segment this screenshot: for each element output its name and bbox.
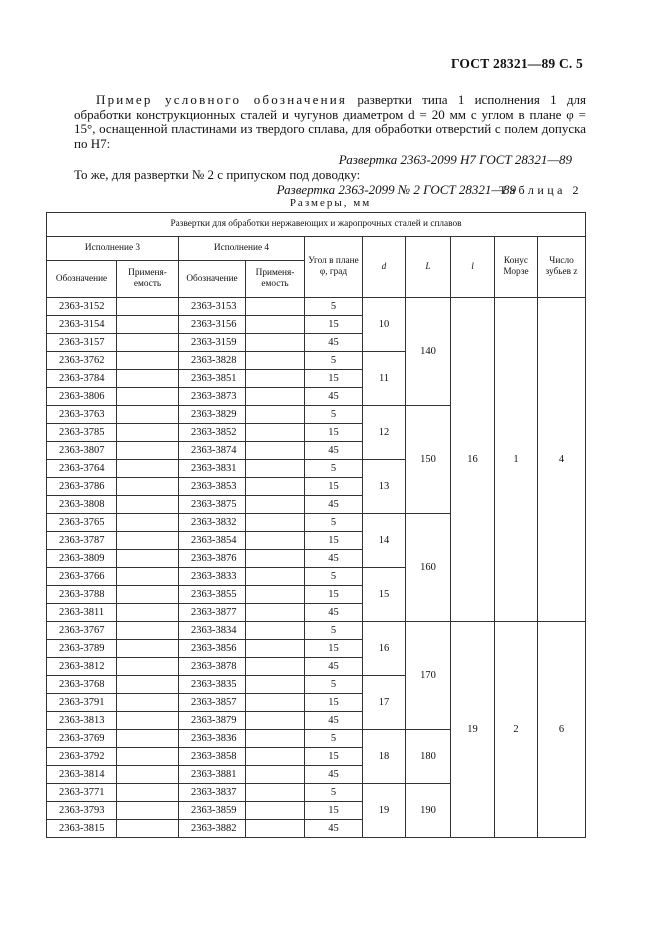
example-designation-2: Развертка 2363-2099 № 2 ГОСТ 28321—89 — [276, 181, 516, 197]
angle-cell: 15 — [305, 424, 363, 442]
header-morse: Конус Морзе — [495, 237, 538, 298]
morse-cell: 2 — [495, 622, 538, 838]
angle-cell: 15 — [305, 694, 363, 712]
primenyaemost-3-cell — [117, 352, 179, 370]
l-cell: 19 — [451, 622, 495, 838]
d-cell: 17 — [363, 676, 406, 730]
angle-cell: 45 — [305, 496, 363, 514]
L-cell: 150 — [406, 406, 451, 514]
header-ispolnenie-4: Исполнение 4 — [179, 237, 305, 261]
code-ispolnenie-3: 2363-3768 — [47, 676, 117, 694]
primenyaemost-4-cell — [246, 298, 305, 316]
code-ispolnenie-4: 2363-3837 — [179, 784, 246, 802]
primenyaemost-3-cell — [117, 370, 179, 388]
page-header: ГОСТ 28321—89 С. 5 — [450, 56, 583, 71]
primenyaemost-4-cell — [246, 424, 305, 442]
angle-cell: 5 — [305, 298, 363, 316]
angle-cell: 45 — [305, 334, 363, 352]
code-ispolnenie-3: 2363-3788 — [47, 586, 117, 604]
angle-cell: 5 — [305, 352, 363, 370]
code-ispolnenie-4: 2363-3835 — [179, 676, 246, 694]
angle-cell: 5 — [305, 460, 363, 478]
primenyaemost-3-cell — [117, 586, 179, 604]
teeth-cell: 4 — [538, 298, 586, 622]
primenyaemost-4-cell — [246, 694, 305, 712]
code-ispolnenie-4: 2363-3873 — [179, 388, 246, 406]
code-ispolnenie-3: 2363-3806 — [47, 388, 117, 406]
code-ispolnenie-3: 2363-3786 — [47, 478, 117, 496]
angle-cell: 15 — [305, 370, 363, 388]
primenyaemost-4-cell — [246, 478, 305, 496]
angle-cell: 5 — [305, 514, 363, 532]
code-ispolnenie-4: 2363-3854 — [179, 532, 246, 550]
code-ispolnenie-4: 2363-3856 — [179, 640, 246, 658]
morse-cell: 1 — [495, 298, 538, 622]
primenyaemost-3-cell — [117, 496, 179, 514]
primenyaemost-4-cell — [246, 766, 305, 784]
angle-cell: 15 — [305, 748, 363, 766]
primenyaemost-3-cell — [117, 748, 179, 766]
angle-cell: 5 — [305, 784, 363, 802]
example-description: развертки типа 1 исполнения 1 для обработки конструкционных сталей и чугунов диаметром d = 20 мм с углом в плане φ = 15°, оснащенной пластинами из твердого сплава, для обработки отверстий с полем допуска по Н7: — [74, 92, 586, 151]
angle-cell: 5 — [305, 730, 363, 748]
primenyaemost-4-cell — [246, 640, 305, 658]
example-paragraph — [74, 93, 586, 151]
angle-cell: 45 — [305, 658, 363, 676]
primenyaemost-4-cell — [246, 820, 305, 838]
primenyaemost-3-cell — [117, 442, 179, 460]
example-label: Пример условного обозначения — [96, 92, 348, 107]
table-caption: Таблица 2 — [499, 183, 582, 197]
primenyaemost-3-cell — [117, 388, 179, 406]
primenyaemost-3-cell — [117, 316, 179, 334]
d-cell: 13 — [363, 460, 406, 514]
primenyaemost-4-cell — [246, 388, 305, 406]
header-primenyaemost-4: Применя-емость — [246, 261, 305, 298]
code-ispolnenie-3: 2363-3764 — [47, 460, 117, 478]
d-cell: 12 — [363, 406, 406, 460]
L-cell: 140 — [406, 298, 451, 406]
code-ispolnenie-3: 2363-3789 — [47, 640, 117, 658]
teeth-cell: 6 — [538, 622, 586, 838]
table-main-header: Развертки для обработки нержавеющих и жаропрочных сталей и сплавов — [47, 213, 586, 237]
angle-cell: 45 — [305, 820, 363, 838]
code-ispolnenie-4: 2363-3834 — [179, 622, 246, 640]
primenyaemost-4-cell — [246, 712, 305, 730]
primenyaemost-3-cell — [117, 532, 179, 550]
header-l: l — [451, 237, 495, 298]
header-teeth: Число зубьев z — [538, 237, 586, 298]
primenyaemost-3-cell — [117, 820, 179, 838]
code-ispolnenie-4: 2363-3875 — [179, 496, 246, 514]
size-title: Размеры, мм — [289, 197, 372, 209]
primenyaemost-4-cell — [246, 586, 305, 604]
l-cell: 16 — [451, 298, 495, 622]
angle-cell: 15 — [305, 586, 363, 604]
primenyaemost-4-cell — [246, 406, 305, 424]
primenyaemost-4-cell — [246, 334, 305, 352]
primenyaemost-3-cell — [117, 676, 179, 694]
primenyaemost-3-cell — [117, 712, 179, 730]
code-ispolnenie-3: 2363-3793 — [47, 802, 117, 820]
primenyaemost-3-cell — [117, 640, 179, 658]
angle-cell: 45 — [305, 388, 363, 406]
primenyaemost-4-cell — [246, 676, 305, 694]
code-ispolnenie-3: 2363-3763 — [47, 406, 117, 424]
primenyaemost-3-cell — [117, 802, 179, 820]
code-ispolnenie-3: 2363-3809 — [47, 550, 117, 568]
code-ispolnenie-3: 2363-3787 — [47, 532, 117, 550]
code-ispolnenie-3: 2363-3766 — [47, 568, 117, 586]
code-ispolnenie-4: 2363-3882 — [179, 820, 246, 838]
header-oboznachenie-3: Обозначение — [47, 261, 117, 298]
angle-cell: 5 — [305, 568, 363, 586]
code-ispolnenie-4: 2363-3881 — [179, 766, 246, 784]
example-designation-1: Развертка 2363-2099 Н7 ГОСТ 28321—89 — [338, 152, 572, 168]
code-ispolnenie-3: 2363-3808 — [47, 496, 117, 514]
code-ispolnenie-4: 2363-3876 — [179, 550, 246, 568]
code-ispolnenie-3: 2363-3814 — [47, 766, 117, 784]
angle-cell: 45 — [305, 712, 363, 730]
primenyaemost-3-cell — [117, 766, 179, 784]
primenyaemost-3-cell — [117, 514, 179, 532]
primenyaemost-4-cell — [246, 442, 305, 460]
code-ispolnenie-4: 2363-3851 — [179, 370, 246, 388]
primenyaemost-3-cell — [117, 568, 179, 586]
d-cell: 15 — [363, 568, 406, 622]
code-ispolnenie-4: 2363-3857 — [179, 694, 246, 712]
code-ispolnenie-4: 2363-3153 — [179, 298, 246, 316]
code-ispolnenie-3: 2363-3154 — [47, 316, 117, 334]
angle-cell: 45 — [305, 550, 363, 568]
code-ispolnenie-4: 2363-3858 — [179, 748, 246, 766]
code-ispolnenie-3: 2363-3815 — [47, 820, 117, 838]
code-ispolnenie-4: 2363-3878 — [179, 658, 246, 676]
primenyaemost-4-cell — [246, 352, 305, 370]
code-ispolnenie-4: 2363-3159 — [179, 334, 246, 352]
code-ispolnenie-3: 2363-3762 — [47, 352, 117, 370]
intro-text — [74, 93, 586, 197]
primenyaemost-3-cell — [117, 334, 179, 352]
angle-cell: 45 — [305, 766, 363, 784]
primenyaemost-3-cell — [117, 298, 179, 316]
code-ispolnenie-4: 2363-3859 — [179, 802, 246, 820]
primenyaemost-4-cell — [246, 568, 305, 586]
primenyaemost-4-cell — [246, 748, 305, 766]
header-ispolnenie-3: Исполнение 3 — [47, 237, 179, 261]
primenyaemost-3-cell — [117, 694, 179, 712]
header-oboznachenie-4: Обозначение — [179, 261, 246, 298]
code-ispolnenie-4: 2363-3156 — [179, 316, 246, 334]
table-row — [47, 622, 586, 640]
primenyaemost-4-cell — [246, 550, 305, 568]
primenyaemost-4-cell — [246, 370, 305, 388]
d-cell: 14 — [363, 514, 406, 568]
code-ispolnenie-3: 2363-3765 — [47, 514, 117, 532]
table-row — [47, 298, 586, 316]
code-ispolnenie-4: 2363-3877 — [179, 604, 246, 622]
d-cell: 18 — [363, 730, 406, 784]
code-ispolnenie-4: 2363-3833 — [179, 568, 246, 586]
primenyaemost-4-cell — [246, 784, 305, 802]
L-cell: 190 — [406, 784, 451, 838]
code-ispolnenie-3: 2363-3785 — [47, 424, 117, 442]
code-ispolnenie-4: 2363-3836 — [179, 730, 246, 748]
primenyaemost-3-cell — [117, 460, 179, 478]
code-ispolnenie-3: 2363-3769 — [47, 730, 117, 748]
primenyaemost-4-cell — [246, 604, 305, 622]
primenyaemost-3-cell — [117, 604, 179, 622]
d-cell: 10 — [363, 298, 406, 352]
primenyaemost-3-cell — [117, 784, 179, 802]
d-cell: 16 — [363, 622, 406, 676]
angle-cell: 15 — [305, 640, 363, 658]
code-ispolnenie-3: 2363-3812 — [47, 658, 117, 676]
spec-table — [46, 212, 586, 838]
code-ispolnenie-4: 2363-3874 — [179, 442, 246, 460]
code-ispolnenie-4: 2363-3832 — [179, 514, 246, 532]
code-ispolnenie-3: 2363-3811 — [47, 604, 117, 622]
primenyaemost-4-cell — [246, 496, 305, 514]
code-ispolnenie-4: 2363-3855 — [179, 586, 246, 604]
primenyaemost-4-cell — [246, 622, 305, 640]
angle-cell: 15 — [305, 478, 363, 496]
code-ispolnenie-3: 2363-3767 — [47, 622, 117, 640]
primenyaemost-4-cell — [246, 460, 305, 478]
angle-cell: 15 — [305, 532, 363, 550]
code-ispolnenie-4: 2363-3828 — [179, 352, 246, 370]
d-cell: 19 — [363, 784, 406, 838]
code-ispolnenie-4: 2363-3831 — [179, 460, 246, 478]
primenyaemost-4-cell — [246, 802, 305, 820]
angle-cell: 45 — [305, 604, 363, 622]
angle-cell: 15 — [305, 802, 363, 820]
primenyaemost-3-cell — [117, 406, 179, 424]
code-ispolnenie-3: 2363-3771 — [47, 784, 117, 802]
primenyaemost-4-cell — [246, 532, 305, 550]
primenyaemost-4-cell — [246, 514, 305, 532]
L-cell: 160 — [406, 514, 451, 622]
code-ispolnenie-4: 2363-3829 — [179, 406, 246, 424]
code-ispolnenie-4: 2363-3853 — [179, 478, 246, 496]
code-ispolnenie-3: 2363-3157 — [47, 334, 117, 352]
primenyaemost-3-cell — [117, 622, 179, 640]
primenyaemost-4-cell — [246, 730, 305, 748]
angle-cell: 5 — [305, 676, 363, 694]
code-ispolnenie-4: 2363-3879 — [179, 712, 246, 730]
primenyaemost-4-cell — [246, 658, 305, 676]
header-d: d — [363, 237, 406, 298]
code-ispolnenie-3: 2363-3791 — [47, 694, 117, 712]
header-L: L — [406, 237, 451, 298]
primenyaemost-3-cell — [117, 550, 179, 568]
code-ispolnenie-3: 2363-3152 — [47, 298, 117, 316]
code-ispolnenie-4: 2363-3852 — [179, 424, 246, 442]
angle-cell: 5 — [305, 406, 363, 424]
code-ispolnenie-3: 2363-3807 — [47, 442, 117, 460]
angle-cell: 5 — [305, 622, 363, 640]
L-cell: 170 — [406, 622, 451, 730]
code-ispolnenie-3: 2363-3792 — [47, 748, 117, 766]
L-cell: 180 — [406, 730, 451, 784]
header-angle: Угол в плане φ, град — [305, 237, 363, 298]
code-ispolnenie-3: 2363-3813 — [47, 712, 117, 730]
angle-cell: 15 — [305, 316, 363, 334]
primenyaemost-4-cell — [246, 316, 305, 334]
code-ispolnenie-3: 2363-3784 — [47, 370, 117, 388]
primenyaemost-3-cell — [117, 730, 179, 748]
primenyaemost-3-cell — [117, 658, 179, 676]
table-body — [47, 298, 586, 838]
d-cell: 11 — [363, 352, 406, 406]
primenyaemost-3-cell — [117, 424, 179, 442]
header-primenyaemost-3: Применя-емость — [117, 261, 179, 298]
primenyaemost-3-cell — [117, 478, 179, 496]
example-line-2: То же, для развертки № 2 с припуском под доводку: — [74, 166, 361, 182]
angle-cell: 45 — [305, 442, 363, 460]
